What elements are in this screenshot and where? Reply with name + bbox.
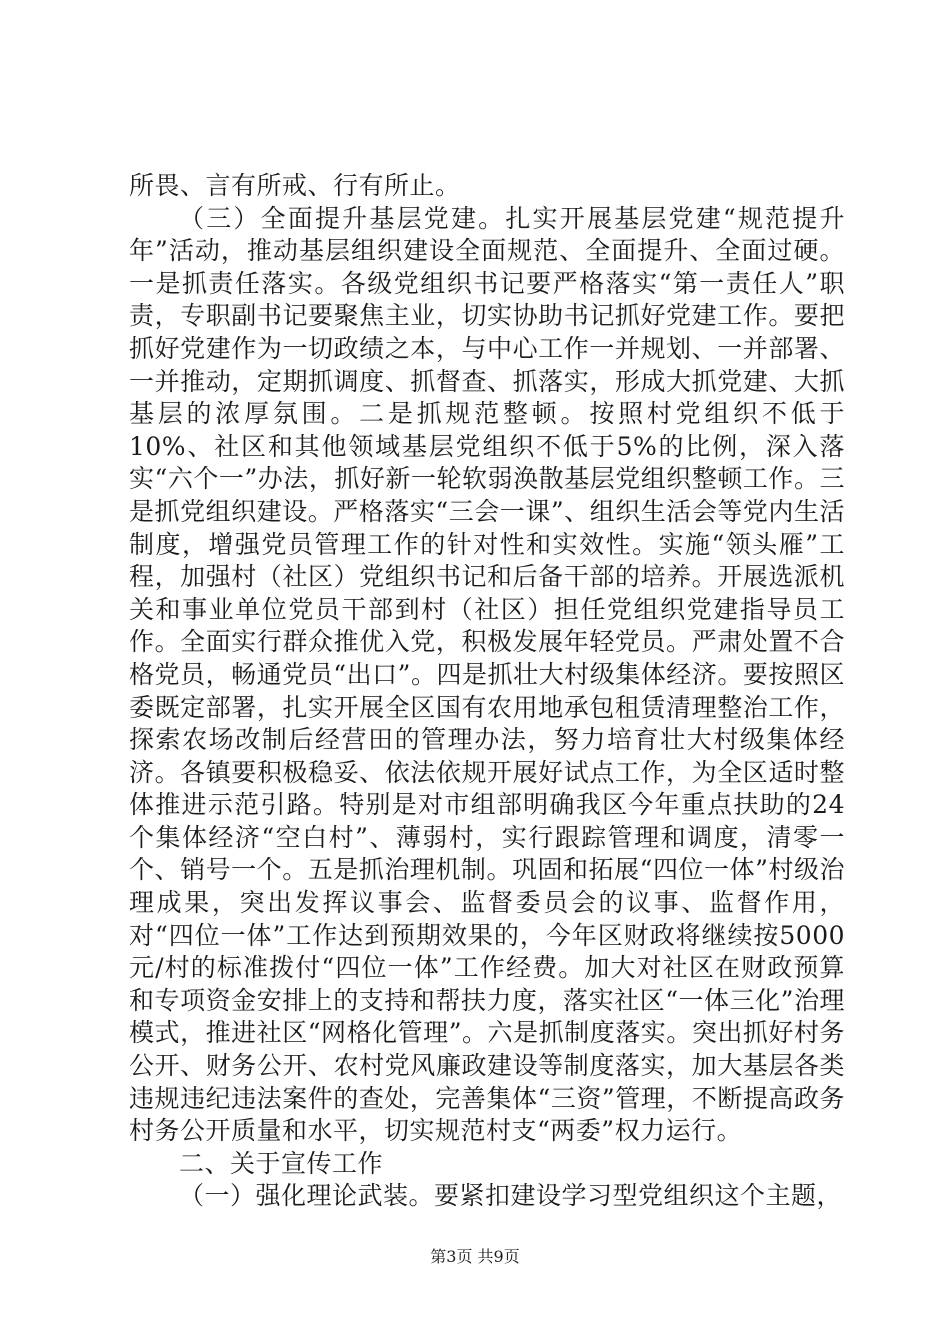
section-heading-propaganda: 二、关于宣传工作 [179,1148,384,1178]
paragraph-continuation: 所畏、言有所戒、行有所止。 [129,171,461,200]
document-body [129,170,845,1213]
paragraph-theory-armament: （一）强化理论武装。要紧扣建设学习型党组织这个主题， [179,1181,843,1211]
page-footer: 第3页 共9页 [430,1247,520,1266]
paragraph-grassroots-party-building: （三）全面提升基层党建。扎实开展基层党建“规范提升年”活动，推动基层组织建设全面规范、全面提升、全面过硬。一是抓责任落实。各级党组织书记要严格落实“第一责任人”职责，专职副书记要聚焦主业，切实协助书记抓好党建工作。要把抓好党建作为一切政绩之本，与中心工作一并规划、一并部署、一并推动，定期抓调度、抓督查、抓落实，形成大抓党建、大抓基层的浓厚氛围。二是抓规范整顿。按照村党组织不低于10%、社区和其他领域基层党组织不低于5%的比例，深入落实“六个一”办法，抓好新一轮软弱涣散基层党组织整顿工作。三是抓党组织建设。严格落实“三会一课”、组织生活会等党内生活制度，增强党员管理工作的针对性和实效性。实施“领头雁”工程，加强村（社区）党组织书记和后备干部的培养。开展选派机关和事业单位党员干部到村（社区）担任党组织党建指导员工作。全面实行群众推优入党，积极发展年轻党员。严肃处置不合格党员，畅通党员“出口”。四是抓壮大村级集体经济。要按照区委既定部署，扎实开展全区国有农用地承包租赁清理整治工作，探索农场改制后经营田的管理办法，努力培育壮大村级集体经济。各镇要积极稳妥、依法依规开展好试点工作，为全区适时整体推进示范引路。特别是对市组部明确我区今年重点扶助的24个集体经济“空白村”、薄弱村，实行跟踪管理和调度，清零一个、销号一个。五是抓治理机制。巩固和拓展“四位一体”村级治理成果，突出发挥议事会、监督委员会的议事、监督作用，对“四位一体”工作达到预期效果的，今年区财政将继续按5000元/村的标准拨付“四位一体”工作经费。加大对社区在财政预算和专项资金安排上的支持和帮扶力度，落实社区“一体三化”治理模式，推进社区“网格化管理”。六是抓制度落实。突出抓好村务公开、财务公开、农村党风廉政建设等制度落实，加大基层各类违规违纪违法案件的查处，完善集体“三资”管理，不断提高政务村务公开质量和水平，切实规范村支“两委”权力运行。 [129,203,845,1146]
